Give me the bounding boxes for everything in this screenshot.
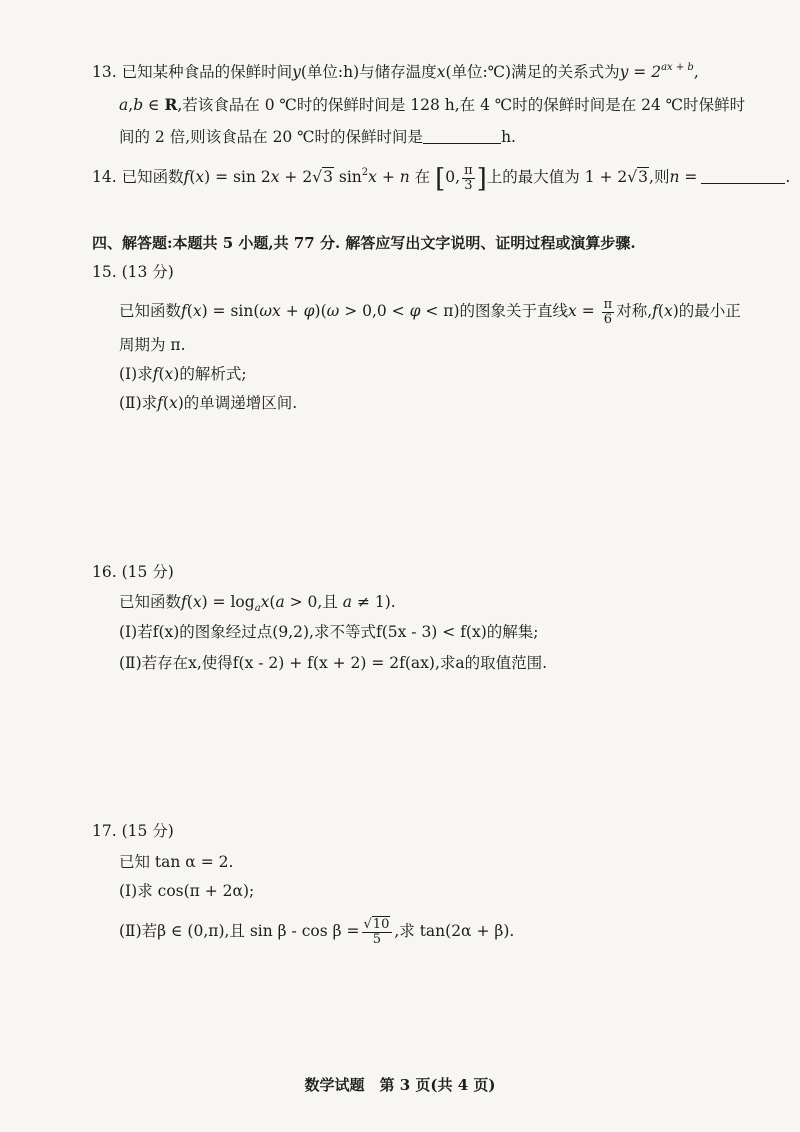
page-footer: 数学试题 第 3 页(共 4 页) [304, 1076, 496, 1094]
q15-part-1: (Ⅰ)求f(x)的解析式; [119, 365, 247, 383]
q13-line-1: 13. 已知某种食品的保鲜时间y(单位:h)与储存温度x(单位:℃)满足的关系式为$y = 2^{ax + b}$, [92, 62, 699, 81]
fraction: $\frac{\pi}{3}$ [464, 163, 473, 193]
q13-line-3: 间的 2 倍,则该食品在 20 ℃时的保鲜时间是 h. [119, 128, 516, 146]
sqrt-expression: √3 [627, 168, 649, 187]
q16-heading: 16. (15 分) [92, 563, 174, 581]
q17-part-1: (Ⅰ)求 cos(π + 2α); [119, 882, 255, 900]
q16-line-1: 已知函数$f(x) = \log_ax(a > 0$,且 a ≠ 1). [119, 593, 396, 614]
q17-line-1: 已知 tan α = 2. [119, 853, 234, 871]
q15-line-2: 周期为 π. [119, 336, 186, 354]
q17-heading: 17. (15 分) [92, 822, 174, 840]
fraction: $\frac{\pi}{6}$ [603, 297, 613, 327]
q16-part-1: (Ⅰ)若f(x)的图象经过点(9,2),求不等式f(5x - 3) < f(x)的解集; [119, 623, 539, 641]
fraction: $\frac{√10}{5}$ [362, 918, 393, 946]
answer-blank[interactable] [701, 183, 785, 184]
q15-line-1: 已知函数f(x) = sin(ωx + φ)(ω > 0,0 < φ < π)的图象关于直线x = $\frac{\pi}{6}$ 对称,f(x)的最小正 [119, 297, 741, 327]
q14-number: 14. [92, 168, 117, 187]
sqrt-expression: √3 [312, 168, 333, 187]
q15-part-2: (Ⅱ)求f(x)的单调递增区间. [119, 394, 298, 412]
q13-number: 13. [92, 63, 117, 81]
q15-heading: 15. (13 分) [92, 263, 174, 281]
q13-line-2: a,b ∈ R,若该食品在 0 ℃时的保鲜时间是 128 h,在 4 ℃时的保鲜时间是在 24 ℃时保鲜时 [119, 95, 746, 114]
q14-line: 14. 已知函数f(x) = sin 2x + 2√3 $\sin^2x + n$ 在 [0, $\frac{\pi}{3}$ ]上的最大值为 1 + 2√3,则n = . [92, 163, 791, 195]
answer-blank[interactable] [423, 143, 501, 144]
section-heading: 四、解答题:本题共 5 小题,共 77 分. 解答应写出文字说明、证明过程或演算步骤. [92, 234, 636, 252]
sqrt-expression: √10 [363, 917, 390, 932]
q17-part-2: (Ⅱ)若β ∈ (0,π),且 sin β - cos β = $\frac{√10}{5}$ ,求 tan(2α + β). [119, 917, 515, 947]
q16-part-2: (Ⅱ)若存在x,使得f(x - 2) + f(x + 2) = 2f(ax),求a的取值范围. [119, 654, 548, 672]
